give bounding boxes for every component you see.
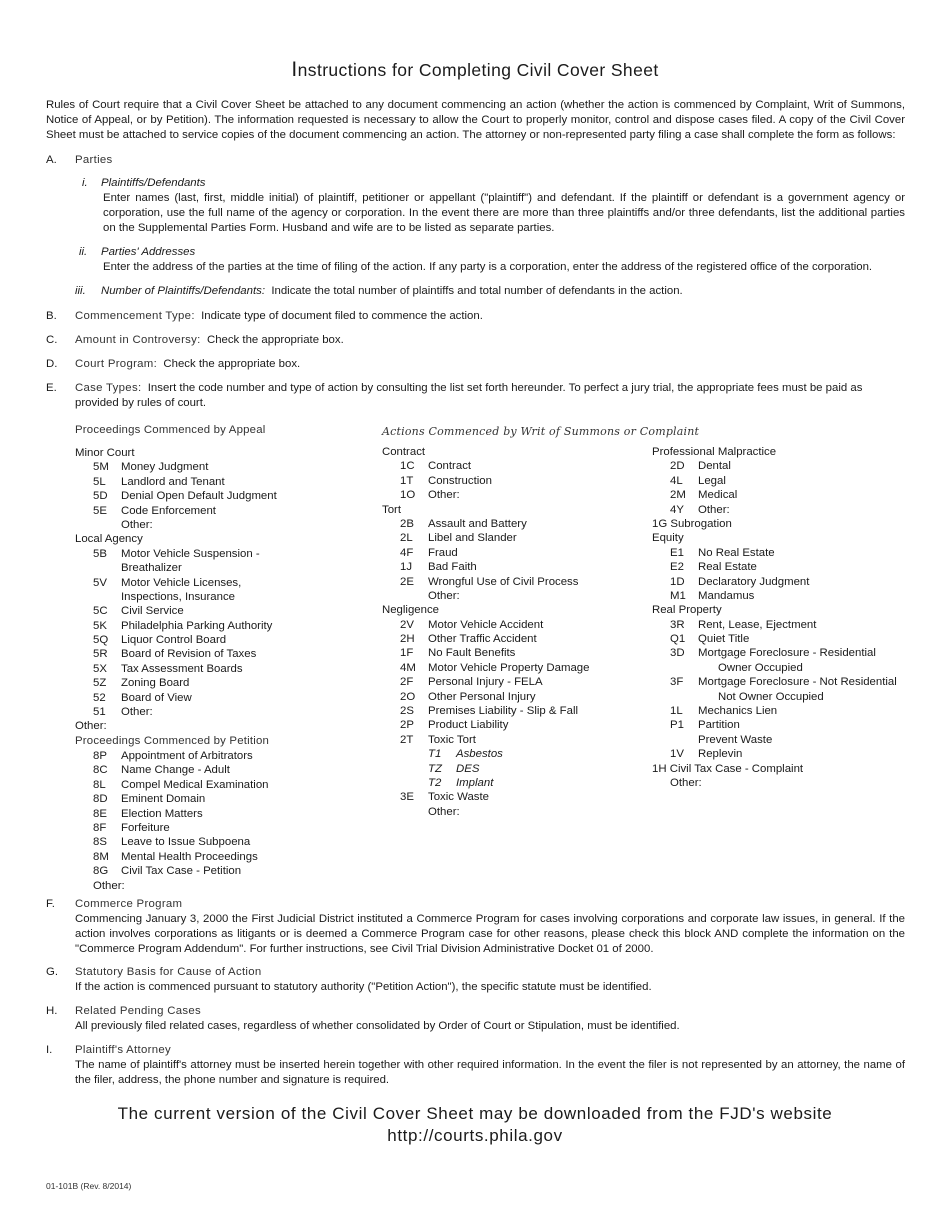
list-item — [382, 762, 652, 776]
local-agency-label: Local Agency — [75, 533, 143, 546]
appeal-heading: Proceedings Commenced by Appeal — [75, 424, 266, 436]
list-item — [75, 749, 375, 763]
item-iii-num: iii. — [75, 285, 86, 297]
case-desc: Mechanics Lien — [698, 705, 778, 718]
case-desc: Asbestos — [456, 748, 503, 761]
list-item — [75, 792, 375, 806]
list-item — [382, 618, 652, 632]
subrogation-label: 1G Subrogation — [652, 517, 732, 530]
case-code: 5V — [93, 576, 107, 589]
case-desc: DES — [456, 762, 480, 775]
list-item — [75, 864, 375, 878]
case-desc: Other Personal Injury — [428, 690, 536, 703]
local-other: Other: — [75, 720, 107, 733]
case-desc: Board of View — [121, 691, 192, 704]
section-h-heading: Related Pending Cases — [75, 1005, 201, 1017]
petition-heading: Proceedings Commenced by Petition — [75, 735, 270, 747]
list-item — [382, 661, 652, 675]
list-item — [652, 646, 912, 660]
civil-tax-other: Other: — [670, 776, 702, 789]
case-desc: No Real Estate — [698, 546, 775, 559]
section-f-text: Commencing January 3, 2000 the First Judicial District instituted a Commerce Program for cases involving corporations and corporate law issues, in general. If the action involves corporations as litigants or is deemed a Commerce Program case for other reasons, please check this block AND complete the information on the "Commerce Program Addendum". For further instructions, see Civil Trial Division Administrative Docket 01 of 2000. — [75, 913, 905, 955]
case-desc: Mortgage Foreclosure - Residential — [698, 647, 876, 660]
item-i-num: i. — [82, 177, 88, 189]
list-item — [382, 546, 652, 560]
case-desc: Product Liability — [428, 719, 509, 732]
case-desc: Libel and Slander — [428, 532, 517, 545]
case-code: 2H — [400, 633, 415, 646]
case-desc: Other: — [698, 503, 730, 516]
case-desc: Leave to Issue Subpoena — [121, 836, 251, 849]
case-code: 3D — [670, 647, 685, 660]
section-g-letter: G. — [46, 966, 59, 978]
list-item — [652, 459, 912, 473]
page-title — [0, 58, 950, 82]
prof-malpractice-label: Professional Malpractice — [652, 446, 777, 458]
list-item — [652, 690, 912, 704]
negligence-label: Negligence — [382, 604, 439, 617]
case-code: 5L — [93, 475, 106, 488]
list-item — [382, 747, 652, 761]
list-item — [652, 618, 912, 632]
list-item — [652, 747, 912, 761]
list-item — [75, 590, 375, 604]
list-item — [75, 576, 375, 590]
list-item — [652, 675, 912, 689]
case-code: 2E — [400, 575, 414, 588]
case-desc: Declaratory Judgment — [698, 575, 810, 588]
case-desc: Implant — [456, 776, 494, 789]
list-item — [382, 459, 652, 473]
civil-tax-label: 1H Civil Tax Case - Complaint — [652, 762, 804, 775]
case-code: 3R — [670, 618, 685, 631]
case-code: 1J — [400, 561, 413, 574]
case-code: 2F — [400, 676, 414, 689]
list-item — [75, 561, 375, 575]
case-desc: Inspections, Insurance — [121, 590, 235, 603]
section-a-heading: Parties — [75, 154, 113, 166]
case-code: 5D — [93, 490, 108, 503]
list-item — [75, 691, 375, 705]
list-item — [75, 547, 375, 561]
list-item — [75, 850, 375, 864]
section-d-heading: Court Program: — [75, 358, 158, 370]
case-desc: Quiet Title — [698, 633, 750, 646]
case-desc: Appointment of Arbitrators — [121, 750, 253, 762]
case-code: 1O — [400, 489, 416, 502]
list-item — [652, 560, 912, 574]
case-code: Q1 — [670, 633, 686, 646]
case-code: 2L — [400, 532, 413, 545]
minor-court-label: Minor Court — [75, 447, 135, 459]
case-code: 4F — [400, 546, 414, 559]
case-desc: Partition — [698, 719, 740, 732]
footer-download-note: The current version of the Civil Cover Sheet may be downloaded from the FJD's website — [117, 1104, 833, 1123]
section-f-heading: Commerce Program — [75, 898, 183, 910]
list-item — [382, 632, 652, 646]
section-b-letter: B. — [46, 310, 57, 322]
case-code: 1T — [400, 474, 414, 487]
case-code: 5C — [93, 605, 108, 618]
case-desc: Dental — [698, 460, 731, 473]
waste-other: Other: — [428, 805, 460, 818]
case-code: 4Y — [670, 503, 684, 516]
list-item — [652, 661, 912, 675]
section-c-line — [75, 333, 344, 348]
case-code: 5Q — [93, 634, 109, 647]
list-item — [382, 675, 652, 689]
real-property-label: Real Property — [652, 604, 722, 617]
list-item — [75, 633, 375, 647]
section-i-letter: I. — [46, 1044, 53, 1056]
item-ii-text: Enter the address of the parties at the time of filing of the action. If any party is a corporation, enter the address of the registered office of the corporation. — [103, 261, 873, 273]
case-code: T1 — [428, 748, 442, 761]
section-h-text: All previously filed related cases, regardless of whether consolidated by Order of Court or Stipulation, must be identified. — [75, 1020, 680, 1032]
list-item — [75, 647, 375, 661]
section-e-heading: Case Types: — [75, 382, 142, 394]
section-h-letter: H. — [46, 1005, 58, 1017]
case-desc: Replevin — [698, 748, 743, 761]
case-desc: Owner Occupied — [718, 661, 803, 674]
case-code: 5M — [93, 461, 109, 474]
case-desc: Wrongful Use of Civil Process — [428, 575, 579, 588]
list-item — [382, 517, 652, 531]
footer-website-link[interactable]: http://courts.phila.gov — [387, 1126, 563, 1145]
list-item — [652, 704, 912, 718]
section-g-heading: Statutory Basis for Cause of Action — [75, 966, 262, 978]
case-code: 8S — [93, 836, 107, 849]
list-item — [382, 560, 652, 574]
case-desc: Bad Faith — [428, 561, 477, 574]
petition-column — [75, 749, 375, 893]
list-item — [75, 475, 375, 489]
case-desc: Rent, Lease, Ejectment — [698, 618, 817, 631]
case-desc: Not Owner Occupied — [718, 690, 824, 703]
list-item — [382, 474, 652, 488]
case-desc: Contract — [428, 460, 472, 473]
list-item — [382, 790, 652, 804]
list-item — [75, 460, 375, 474]
list-item — [382, 718, 652, 732]
equity-label: Equity — [652, 532, 684, 545]
case-desc: Mortgage Foreclosure - Not Residential — [698, 676, 897, 689]
case-code: 5B — [93, 547, 107, 560]
section-d-letter: D. — [46, 358, 58, 370]
case-code: 2B — [400, 517, 414, 530]
case-desc: Premises Liability - Slip & Fall — [428, 705, 579, 718]
case-code: TZ — [428, 762, 442, 775]
case-desc: Prevent Waste — [698, 733, 773, 746]
case-code: 8F — [93, 821, 107, 834]
case-code: 5X — [93, 662, 107, 675]
case-code: 1C — [400, 460, 415, 473]
item-iii-title: Number of Plaintiffs/Defendants: — [101, 285, 265, 297]
contract-label: Contract — [382, 446, 426, 458]
case-desc: Tax Assessment Boards — [121, 662, 243, 675]
item-ii-num: ii. — [79, 246, 88, 258]
case-code: 8L — [93, 778, 106, 791]
case-desc: Toxic Waste — [428, 791, 489, 804]
case-code: 1F — [400, 647, 414, 660]
list-item — [652, 718, 912, 732]
title-initial: I — [291, 58, 298, 81]
case-code: 5E — [93, 504, 107, 517]
list-item — [75, 763, 375, 777]
case-desc: Landlord and Tenant — [121, 475, 225, 488]
case-desc: No Fault Benefits — [428, 647, 516, 660]
case-code: 8D — [93, 793, 108, 806]
case-desc: Money Judgment — [121, 461, 209, 474]
item-iii-line — [101, 284, 683, 299]
list-item — [382, 704, 652, 718]
case-desc: Toxic Tort — [428, 733, 476, 746]
list-item — [75, 807, 375, 821]
section-e-text: Insert the code number and type of action by consulting the list set forth hereunder. To perfect a jury trial, the appropriate fees must be paid as provided by rules of court. — [75, 382, 863, 409]
case-code: 3E — [400, 791, 414, 804]
list-item — [75, 705, 375, 719]
appeal-column — [75, 446, 375, 734]
item-iii — [75, 284, 905, 299]
case-code: 8G — [93, 865, 109, 878]
petition-other: Other: — [93, 879, 125, 892]
case-desc: Eminent Domain — [121, 793, 206, 806]
case-code: 8M — [93, 850, 109, 863]
case-code: 8P — [93, 750, 107, 762]
list-item — [652, 589, 912, 603]
section-d-line — [75, 357, 300, 372]
case-desc: Civil Tax Case - Petition — [121, 865, 242, 878]
list-item — [75, 604, 375, 618]
list-item — [75, 489, 375, 503]
case-desc: Other: — [121, 706, 153, 719]
case-desc: Personal Injury - FELA — [428, 676, 543, 689]
case-code: 1D — [670, 575, 685, 588]
case-desc: Name Change - Adult — [121, 764, 230, 777]
section-d-text: Check the appropriate box. — [163, 358, 301, 370]
case-code: 2P — [400, 719, 414, 732]
case-desc: Motor Vehicle Licenses, — [121, 576, 242, 589]
intro-paragraph: Rules of Court require that a Civil Cover Sheet be attached to any document commencing an action (whether the action is commenced by Complaint, Writ of Summons, Notice of Appeal, or by Petition). The information requested is necessary to allow the Court to properly monitor, control and dispose cases filed. A copy of the Civil Cover Sheet must be attached to service copies of the document commencing an action. The attorney or non-represented party filing a case shall complete the form as follows: — [46, 99, 905, 141]
case-code: 2T — [400, 733, 414, 746]
case-code: 51 — [93, 706, 106, 719]
list-item — [75, 619, 375, 633]
case-code: 5Z — [93, 677, 107, 690]
case-desc: Code Enforcement — [121, 504, 216, 517]
case-code: 2V — [400, 618, 414, 631]
section-b-heading: Commencement Type: — [75, 310, 195, 322]
list-item — [382, 646, 652, 660]
case-desc: Other Traffic Accident — [428, 633, 537, 646]
case-desc: Philadelphia Parking Authority — [121, 619, 273, 632]
list-item — [652, 575, 912, 589]
case-code: 4L — [670, 474, 683, 487]
section-b-text: Indicate type of document filed to commence the action. — [201, 310, 483, 322]
section-c-text: Check the appropriate box. — [206, 334, 344, 346]
case-desc: Assault and Battery — [428, 517, 527, 530]
case-code: 8E — [93, 807, 107, 820]
case-desc: Construction — [428, 474, 492, 487]
section-b-line — [75, 309, 483, 324]
case-desc: Board of Revision of Taxes — [121, 648, 257, 661]
item-i-text: Enter names (last, first, middle initial) of plaintiff, petitioner or appellant ("plaintiff") and defendant. If the plaintiff or defendant is a government agency or corporation, use the full name of the agency or corporation. In the event there are more than three plaintiffs and/or three defendants, list the additional parties on the Supplemental Parties Form. Husband and wife are to be listed as separate parties. — [103, 192, 905, 234]
writ-column — [382, 445, 652, 819]
list-item — [75, 778, 375, 792]
list-item — [75, 504, 375, 518]
writ-column-2 — [652, 445, 912, 790]
case-desc: Forfeiture — [121, 821, 170, 834]
writ-heading: Actions Commenced by Writ of Summons or Complaint — [382, 425, 700, 438]
case-desc: Motor Vehicle Suspension - — [121, 547, 260, 560]
case-code: 5K — [93, 619, 107, 632]
item-iii-text: Indicate the total number of plaintiffs and total number of defendants in the action. — [271, 285, 683, 297]
list-item — [382, 575, 652, 589]
list-item — [75, 821, 375, 835]
list-item — [382, 690, 652, 704]
section-g-text: If the action is commenced pursuant to statutory authority ("Petition Action"), the specific statute must be identified. — [75, 981, 652, 993]
case-desc: Motor Vehicle Property Damage — [428, 661, 590, 674]
case-code: E2 — [670, 561, 684, 574]
case-desc: Compel Medical Examination — [121, 778, 269, 791]
case-code: M1 — [670, 589, 686, 602]
tort-other: Other: — [428, 589, 460, 602]
case-desc: Mental Health Proceedings — [121, 850, 258, 863]
list-item — [75, 662, 375, 676]
list-item — [75, 676, 375, 690]
case-desc: Other: — [428, 489, 460, 502]
list-item — [382, 733, 652, 747]
minor-other: Other: — [121, 518, 153, 531]
form-number: 01-101B (Rev. 8/2014) — [46, 1181, 132, 1191]
item-ii-title: Parties' Addresses — [101, 246, 196, 258]
section-a-letter: A. — [46, 154, 57, 166]
section-i-heading: Plaintiff's Attorney — [75, 1044, 171, 1056]
section-e-body — [75, 381, 905, 411]
case-desc: Mandamus — [698, 589, 755, 602]
item-i-title: Plaintiffs/Defendants — [101, 177, 206, 189]
tort-label: Tort — [382, 503, 401, 516]
title-rest: nstructions for Completing Civil Cover Sheet — [297, 60, 659, 80]
case-desc: Breathalizer — [121, 562, 182, 575]
case-desc: Medical — [698, 489, 738, 502]
case-code: 5R — [93, 648, 108, 661]
section-c-letter: C. — [46, 334, 58, 346]
case-desc: Zoning Board — [121, 677, 190, 690]
list-item — [652, 503, 912, 517]
case-desc: Real Estate — [698, 561, 757, 574]
list-item — [652, 546, 912, 560]
list-item — [652, 488, 912, 502]
case-code: 1L — [670, 705, 683, 718]
section-e-letter: E. — [46, 382, 57, 394]
case-desc: Liquor Control Board — [121, 634, 227, 647]
case-desc: Civil Service — [121, 605, 184, 618]
case-desc: Fraud — [428, 546, 458, 559]
case-code: E1 — [670, 546, 684, 559]
section-c-heading: Amount in Controversy: — [75, 334, 201, 346]
case-code: 2O — [400, 690, 416, 703]
case-code: 2D — [670, 460, 685, 473]
case-desc: Legal — [698, 474, 726, 487]
case-code: 52 — [93, 691, 106, 704]
case-desc: Election Matters — [121, 807, 203, 820]
case-code: P1 — [670, 719, 684, 732]
case-code: 4M — [400, 661, 416, 674]
case-desc: Denial Open Default Judgment — [121, 490, 277, 503]
case-code: 8C — [93, 764, 108, 777]
list-item — [652, 474, 912, 488]
list-item — [382, 776, 652, 790]
case-code: 3F — [670, 676, 684, 689]
case-code: 2M — [670, 489, 686, 502]
case-code: T2 — [428, 776, 442, 789]
section-i-text: The name of plaintiff's attorney must be inserted herein together with other required information. In the event the filer is not represented by an attorney, the name of the filer, address, the phone number and signature is required. — [75, 1059, 905, 1086]
list-item — [652, 733, 912, 747]
case-code: 2S — [400, 705, 414, 718]
list-item — [652, 632, 912, 646]
case-code: 1V — [670, 748, 684, 761]
list-item — [382, 531, 652, 545]
case-desc: Motor Vehicle Accident — [428, 618, 544, 631]
list-item — [382, 488, 652, 502]
list-item — [75, 835, 375, 849]
section-f-letter: F. — [46, 898, 55, 910]
